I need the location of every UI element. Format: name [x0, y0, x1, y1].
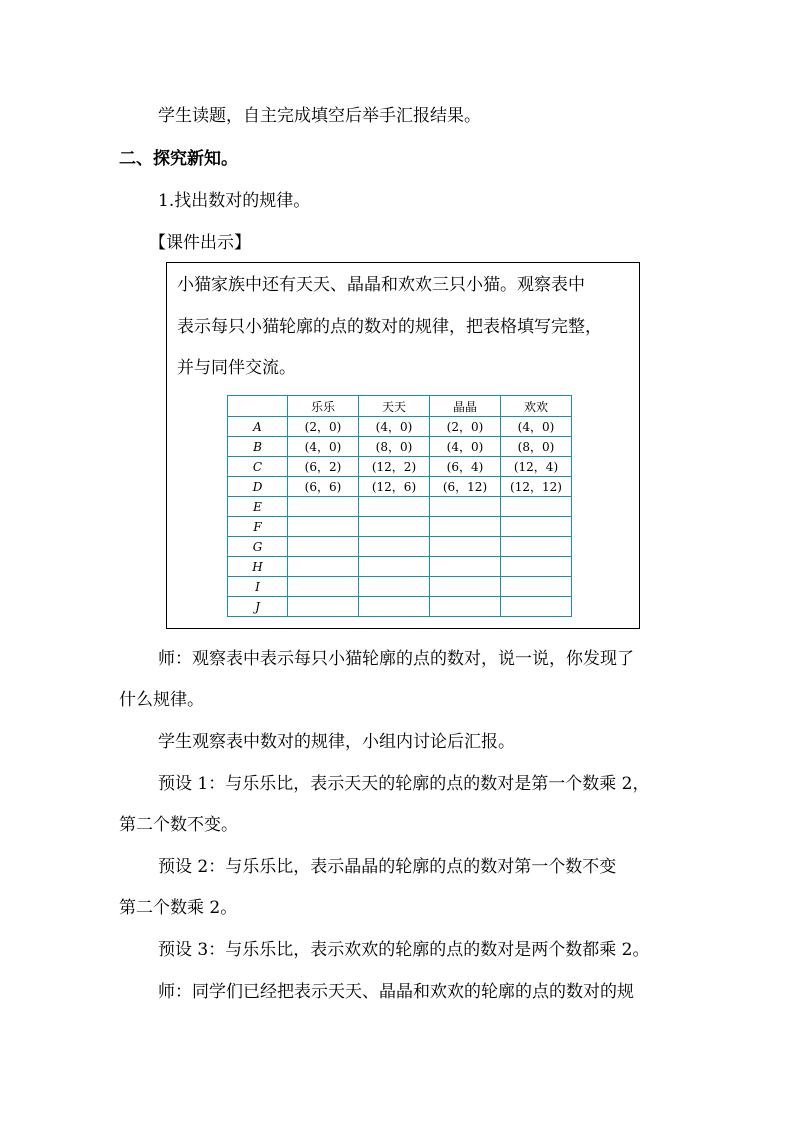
- teacher-line: 师：观察表中表示每只小猫轮廓的点的数对，说一说，你发现了: [158, 649, 634, 669]
- table-cell: [359, 497, 430, 517]
- table-cell: (4，0): [288, 437, 359, 457]
- table-cell: (6，4): [430, 457, 501, 477]
- table-row: [228, 437, 572, 457]
- table-header-cell: 乐乐: [288, 396, 359, 417]
- row-label-cell: A: [228, 417, 288, 437]
- table-row: [228, 537, 572, 557]
- table-cell: [288, 517, 359, 537]
- table-cell: [288, 577, 359, 597]
- table-cell: [501, 537, 572, 557]
- student-line: 学生观察表中数对的规律，小组内讨论后汇报。: [158, 732, 515, 752]
- table-cell: (12，6): [359, 477, 430, 497]
- row-label-cell: I: [228, 577, 288, 597]
- table-cell: [430, 597, 501, 617]
- teacher-line-2: 师：同学们已经把表示天天、晶晶和欢欢的轮廓的点的数对的规: [158, 982, 634, 1002]
- table-cell: (6，12): [430, 477, 501, 497]
- table-cell: [359, 597, 430, 617]
- table-cell: [430, 577, 501, 597]
- table-cell: (4，0): [430, 437, 501, 457]
- table-cell: (12，4): [501, 457, 572, 477]
- preset-2-cont: 第二个数乘 2。: [119, 898, 238, 918]
- teacher-line-cont: 什么规律。: [119, 690, 204, 710]
- row-label-cell: G: [228, 537, 288, 557]
- table-cell: [359, 517, 430, 537]
- table-cell: (12，2): [359, 457, 430, 477]
- box-text-line: 并与同伴交流。: [177, 358, 296, 378]
- table-cell: (2，0): [288, 417, 359, 437]
- table-cell: (2，0): [430, 417, 501, 437]
- table-row: [228, 497, 572, 517]
- table-cell: [288, 497, 359, 517]
- table-row: [228, 517, 572, 537]
- table-row: [228, 577, 572, 597]
- table-cell: [359, 557, 430, 577]
- table-cell: [501, 517, 572, 537]
- row-label-cell: C: [228, 457, 288, 477]
- table-cell: (12，12): [501, 477, 572, 497]
- table-cell: (4，0): [501, 417, 572, 437]
- table-cell: [288, 537, 359, 557]
- preset-1: 预设 1：与乐乐比，表示天天的轮廓的点的数对是第一个数乘 2，: [158, 774, 650, 794]
- table-cell: [501, 577, 572, 597]
- table-cell: [501, 557, 572, 577]
- row-label-cell: H: [228, 557, 288, 577]
- subsection-heading: 1.找出数对的规律。: [158, 191, 311, 211]
- table-cell: [430, 557, 501, 577]
- section-heading: 二、探究新知。: [119, 149, 238, 169]
- row-label-cell: D: [228, 477, 288, 497]
- table-cell: [430, 517, 501, 537]
- table-row: [228, 457, 572, 477]
- table-cell: (6，2): [288, 457, 359, 477]
- table-cell: [430, 537, 501, 557]
- table-header-cell: [228, 396, 288, 417]
- preset-2: 预设 2：与乐乐比，表示晶晶的轮廓的点的数对第一个数不变: [158, 857, 617, 877]
- table-row: [228, 557, 572, 577]
- intro-line: 学生读题，自主完成填空后举手汇报结果。: [158, 106, 481, 126]
- table-cell: [288, 597, 359, 617]
- box-text-line: 表示每只小猫轮廓的点的数对的规律，把表格填写完整，: [177, 317, 602, 337]
- coordinate-table: [227, 395, 572, 617]
- table-header-cell: 天天: [359, 396, 430, 417]
- table-cell: (8，0): [359, 437, 430, 457]
- table-cell: [359, 577, 430, 597]
- table-cell: [430, 497, 501, 517]
- table-row: [228, 417, 572, 437]
- table-cell: (8，0): [501, 437, 572, 457]
- table-row: [228, 477, 572, 497]
- table-cell: [288, 557, 359, 577]
- table-cell: [359, 537, 430, 557]
- table-header-row: [228, 396, 572, 417]
- row-label-cell: B: [228, 437, 288, 457]
- row-label-cell: J: [228, 597, 288, 617]
- box-text-line: 小猫家族中还有天天、晶晶和欢欢三只小猫。观察表中: [177, 275, 585, 295]
- table-cell: (4，0): [359, 417, 430, 437]
- row-label-cell: F: [228, 517, 288, 537]
- table-row: [228, 597, 572, 617]
- courseware-box: [166, 262, 640, 629]
- table-cell: [501, 597, 572, 617]
- table-header-cell: 欢欢: [501, 396, 572, 417]
- preset-3: 预设 3：与乐乐比，表示欢欢的轮廓的点的数对是两个数都乘 2。: [158, 940, 650, 960]
- courseware-label: 【课件出示】: [149, 233, 251, 253]
- preset-1-cont: 第二个数不变。: [119, 815, 238, 835]
- row-label-cell: E: [228, 497, 288, 517]
- table-cell: (6，6): [288, 477, 359, 497]
- table-cell: [501, 497, 572, 517]
- table-header-cell: 晶晶: [430, 396, 501, 417]
